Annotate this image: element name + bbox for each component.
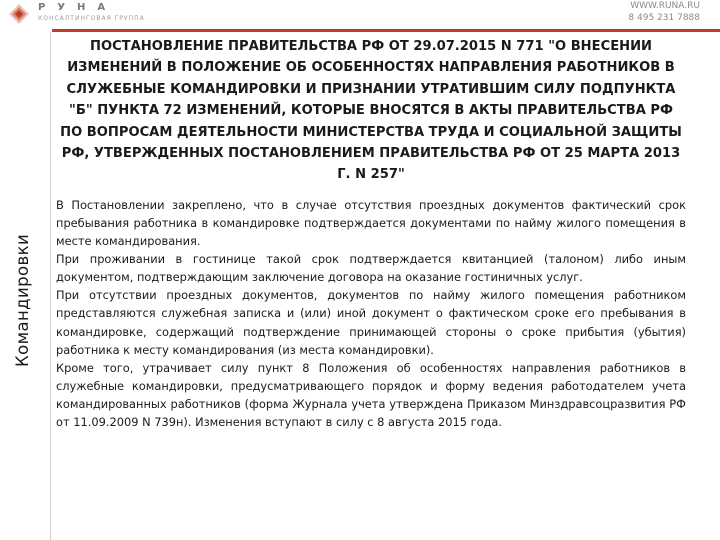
section-title-vertical: Командировки — [13, 233, 32, 367]
runa-logo-icon — [8, 3, 30, 25]
header-divider — [52, 29, 720, 32]
document-content — [56, 36, 686, 431]
side-panel — [0, 32, 51, 540]
body-paragraph: При отсутствии проездных документов, документов по найму жилого помещения работником представляются служебная записка и (или) иной документ о фактическом сроке его пребывания в командировке, содержащий подтверждение принимающей стороны о сроке прибытия (убытия) работника к месту командирования (из места командировки). — [56, 288, 686, 357]
document-body — [56, 196, 686, 431]
document-title: ПОСТАНОВЛЕНИЕ ПРАВИТЕЛЬСТВА РФ ОТ 29.07.2015 N 771 "О ВНЕСЕНИИ ИЗМЕНЕНИЙ В ПОЛОЖЕНИЕ ОБ ОСОБЕННОСТЯХ НАПРАВЛЕНИЯ РАБОТНИКОВ В СЛУЖЕБНЫЕ КОМАНДИРОВКИ И ПРИЗНАНИИ УТРАТИВШИМ СИЛУ ПОДПУНКТА "Б" ПУНКТА 72 ИЗМЕНЕНИЙ, КОТОРЫЕ ВНОСЯТСЯ В АКТЫ ПРАВИТЕЛЬСТВА РФ ПО ВОПРОСАМ ДЕЯТЕЛЬНОСТИ МИНИСТЕРСТВА ТРУДА И СОЦИАЛЬНОЙ ЗАЩИТЫ РФ, УТВЕРЖДЕННЫХ ПОСТАНОВЛЕНИЕМ ПРАВИТЕЛЬСТВА РФ ОТ 25 МАРТА 2013 Г. N 257" — [60, 39, 682, 183]
body-paragraph: Кроме того, утрачивает силу пункт 8 Положения об особенностях направления работников в служебные командировки, предусматривающего порядок и форму ведения работодателем учета командированных работников (форма Журнала учета утверждена Приказом Минздравсоцразвития РФ от 11.09.2009 N 739н). Изменения вступают в силу с 8 августа 2015 года. — [56, 360, 686, 429]
brand-subtitle: КОНСАЛТИНГОВАЯ ГРУППА — [38, 15, 145, 22]
body-paragraph: При проживании в гостинице такой срок подтверждается квитанцией (талоном) либо иным документом, подтверждающим заключение договора на оказание гостиничных услуг. — [56, 252, 686, 285]
body-paragraph: В Постановлении закреплено, что в случае отсутствия проездных документов фактический срок пребывания работника в командировке подтверждается документами по найму жилого помещения в месте командирования. — [56, 197, 686, 249]
brand-name: РУНА — [38, 2, 118, 13]
site-url[interactable]: WWW.RUNA.RU — [630, 1, 700, 11]
page-header — [0, 0, 720, 28]
phone-number: 8 495 231 7888 — [628, 13, 700, 23]
